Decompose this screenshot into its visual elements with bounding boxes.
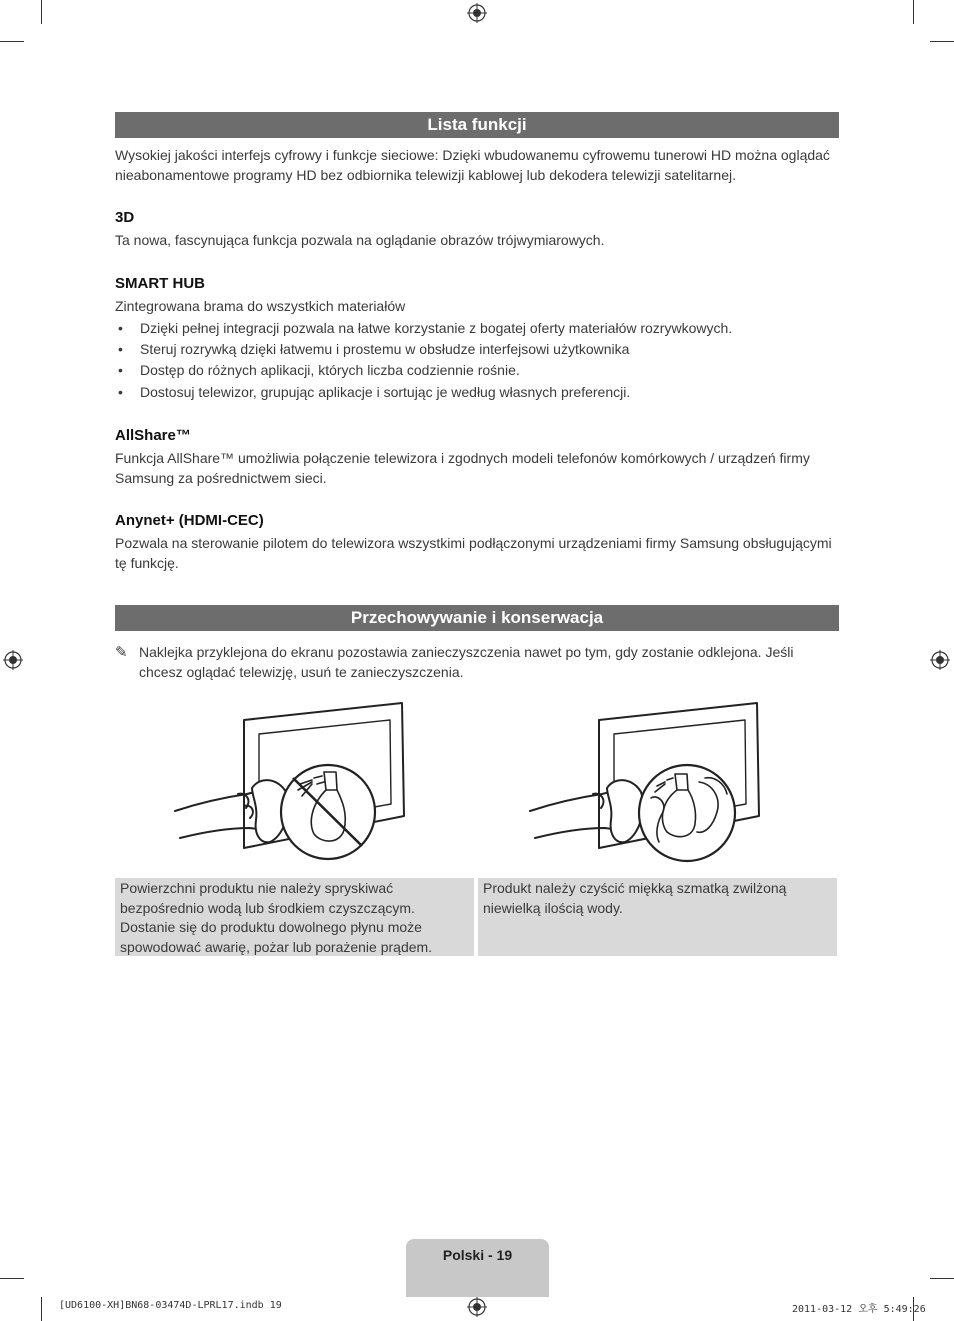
feature-text-anynet: Pozwala na sterowanie pilotem do telewizora wszystkimi podłączonymi urządzeniami firmy Samsung obsługującymi tę funkcję.: [115, 535, 832, 571]
bullet-text: Dzięki pełnej integracji pozwala na łatwe korzystanie z bogatej oferty materiałów rozrywkowych.: [140, 320, 733, 336]
feature-text-3d: Ta nowa, fascynująca funkcja pozwala na oglądanie obrazów trójwymiarowych.: [115, 232, 605, 248]
page-number-tab: [406, 1239, 549, 1297]
section-header-features: [115, 112, 839, 138]
section-title: Lista funkcji: [427, 115, 527, 134]
registration-mark-icon: [467, 1297, 487, 1317]
features-intro: Wysokiej jakości interfejs cyfrowy i funkcje sieciowe: Dzięki wbudowanemu cyfrowemu tunerowi HD można oglądać nieabonamentowe programy HD bez odbiornika telewizji kablowej lub dekodera telewizji satelitarnej.: [115, 147, 830, 183]
note-pencil-icon: ✎: [115, 644, 128, 661]
section-title: Przechowywanie i konserwacja: [350, 608, 604, 627]
bullet-icon: •: [118, 320, 123, 336]
bullet-icon: •: [118, 341, 123, 357]
page-number: Polski - 19: [442, 1247, 513, 1263]
registration-mark-icon: [467, 3, 487, 23]
feature-text-allshare: Funkcja AllShare™ umożliwia połączenie telewizora i zgodnych modeli telefonów komórkowych / urządzeń firmy Samsung za pośrednictwem sieci.: [115, 450, 810, 486]
footer-timestamp: 2011-03-12 오후 5:49:26: [792, 1304, 926, 1315]
registration-mark-icon: [3, 650, 23, 670]
care-note: [115, 643, 840, 682]
cloth-spray-illustration: [527, 698, 767, 866]
feature-heading-3d: 3D: [115, 209, 135, 226]
bullet-text: Dostosuj telewizor, grupując aplikacje i sortując je według własnych preferencji.: [140, 384, 631, 400]
bullet-icon: •: [118, 384, 123, 400]
feature-heading-allshare: AllShare™: [115, 427, 191, 444]
caption-soft-cloth: Produkt należy czyścić miękką szmatką zwilżoną niewielką ilością wody.: [478, 878, 837, 956]
no-spray-illustration: [172, 698, 412, 866]
feature-text-smart-hub: Zintegrowana brama do wszystkich materiałów: [115, 298, 406, 314]
feature-heading-smart-hub: SMART HUB: [115, 275, 205, 292]
bullet-text: Dostęp do różnych aplikacji, których liczba codziennie rośnie.: [140, 362, 520, 378]
bullet-icon: •: [118, 362, 123, 378]
caption-no-spray: Powierzchni produktu nie należy spryskiwać bezpośrednio wodą lub środkiem czyszczącym. Dostanie się do produktu dowolnego płynu może spowodować awarię, pożar lub porażenie prądem.: [115, 878, 474, 956]
care-note-text: Naklejka przyklejona do ekranu pozostawia zanieczyszczenia nawet po tym, gdy zostanie odklejona. Jeśli chcesz oglądać telewizję, usuń te zanieczyszczenia.: [139, 644, 794, 680]
bullet-text: Steruj rozrywką dzięki łatwemu i prostemu w obsłudze interfejsowi użytkownika: [140, 341, 630, 357]
footer-file-info: [UD6100-XH]BN68-03474D-LPRL17.indb 19: [59, 1300, 282, 1311]
feature-heading-anynet: Anynet+ (HDMI-CEC): [115, 512, 264, 529]
section-header-care: [115, 605, 839, 631]
registration-mark-icon: [930, 650, 950, 670]
